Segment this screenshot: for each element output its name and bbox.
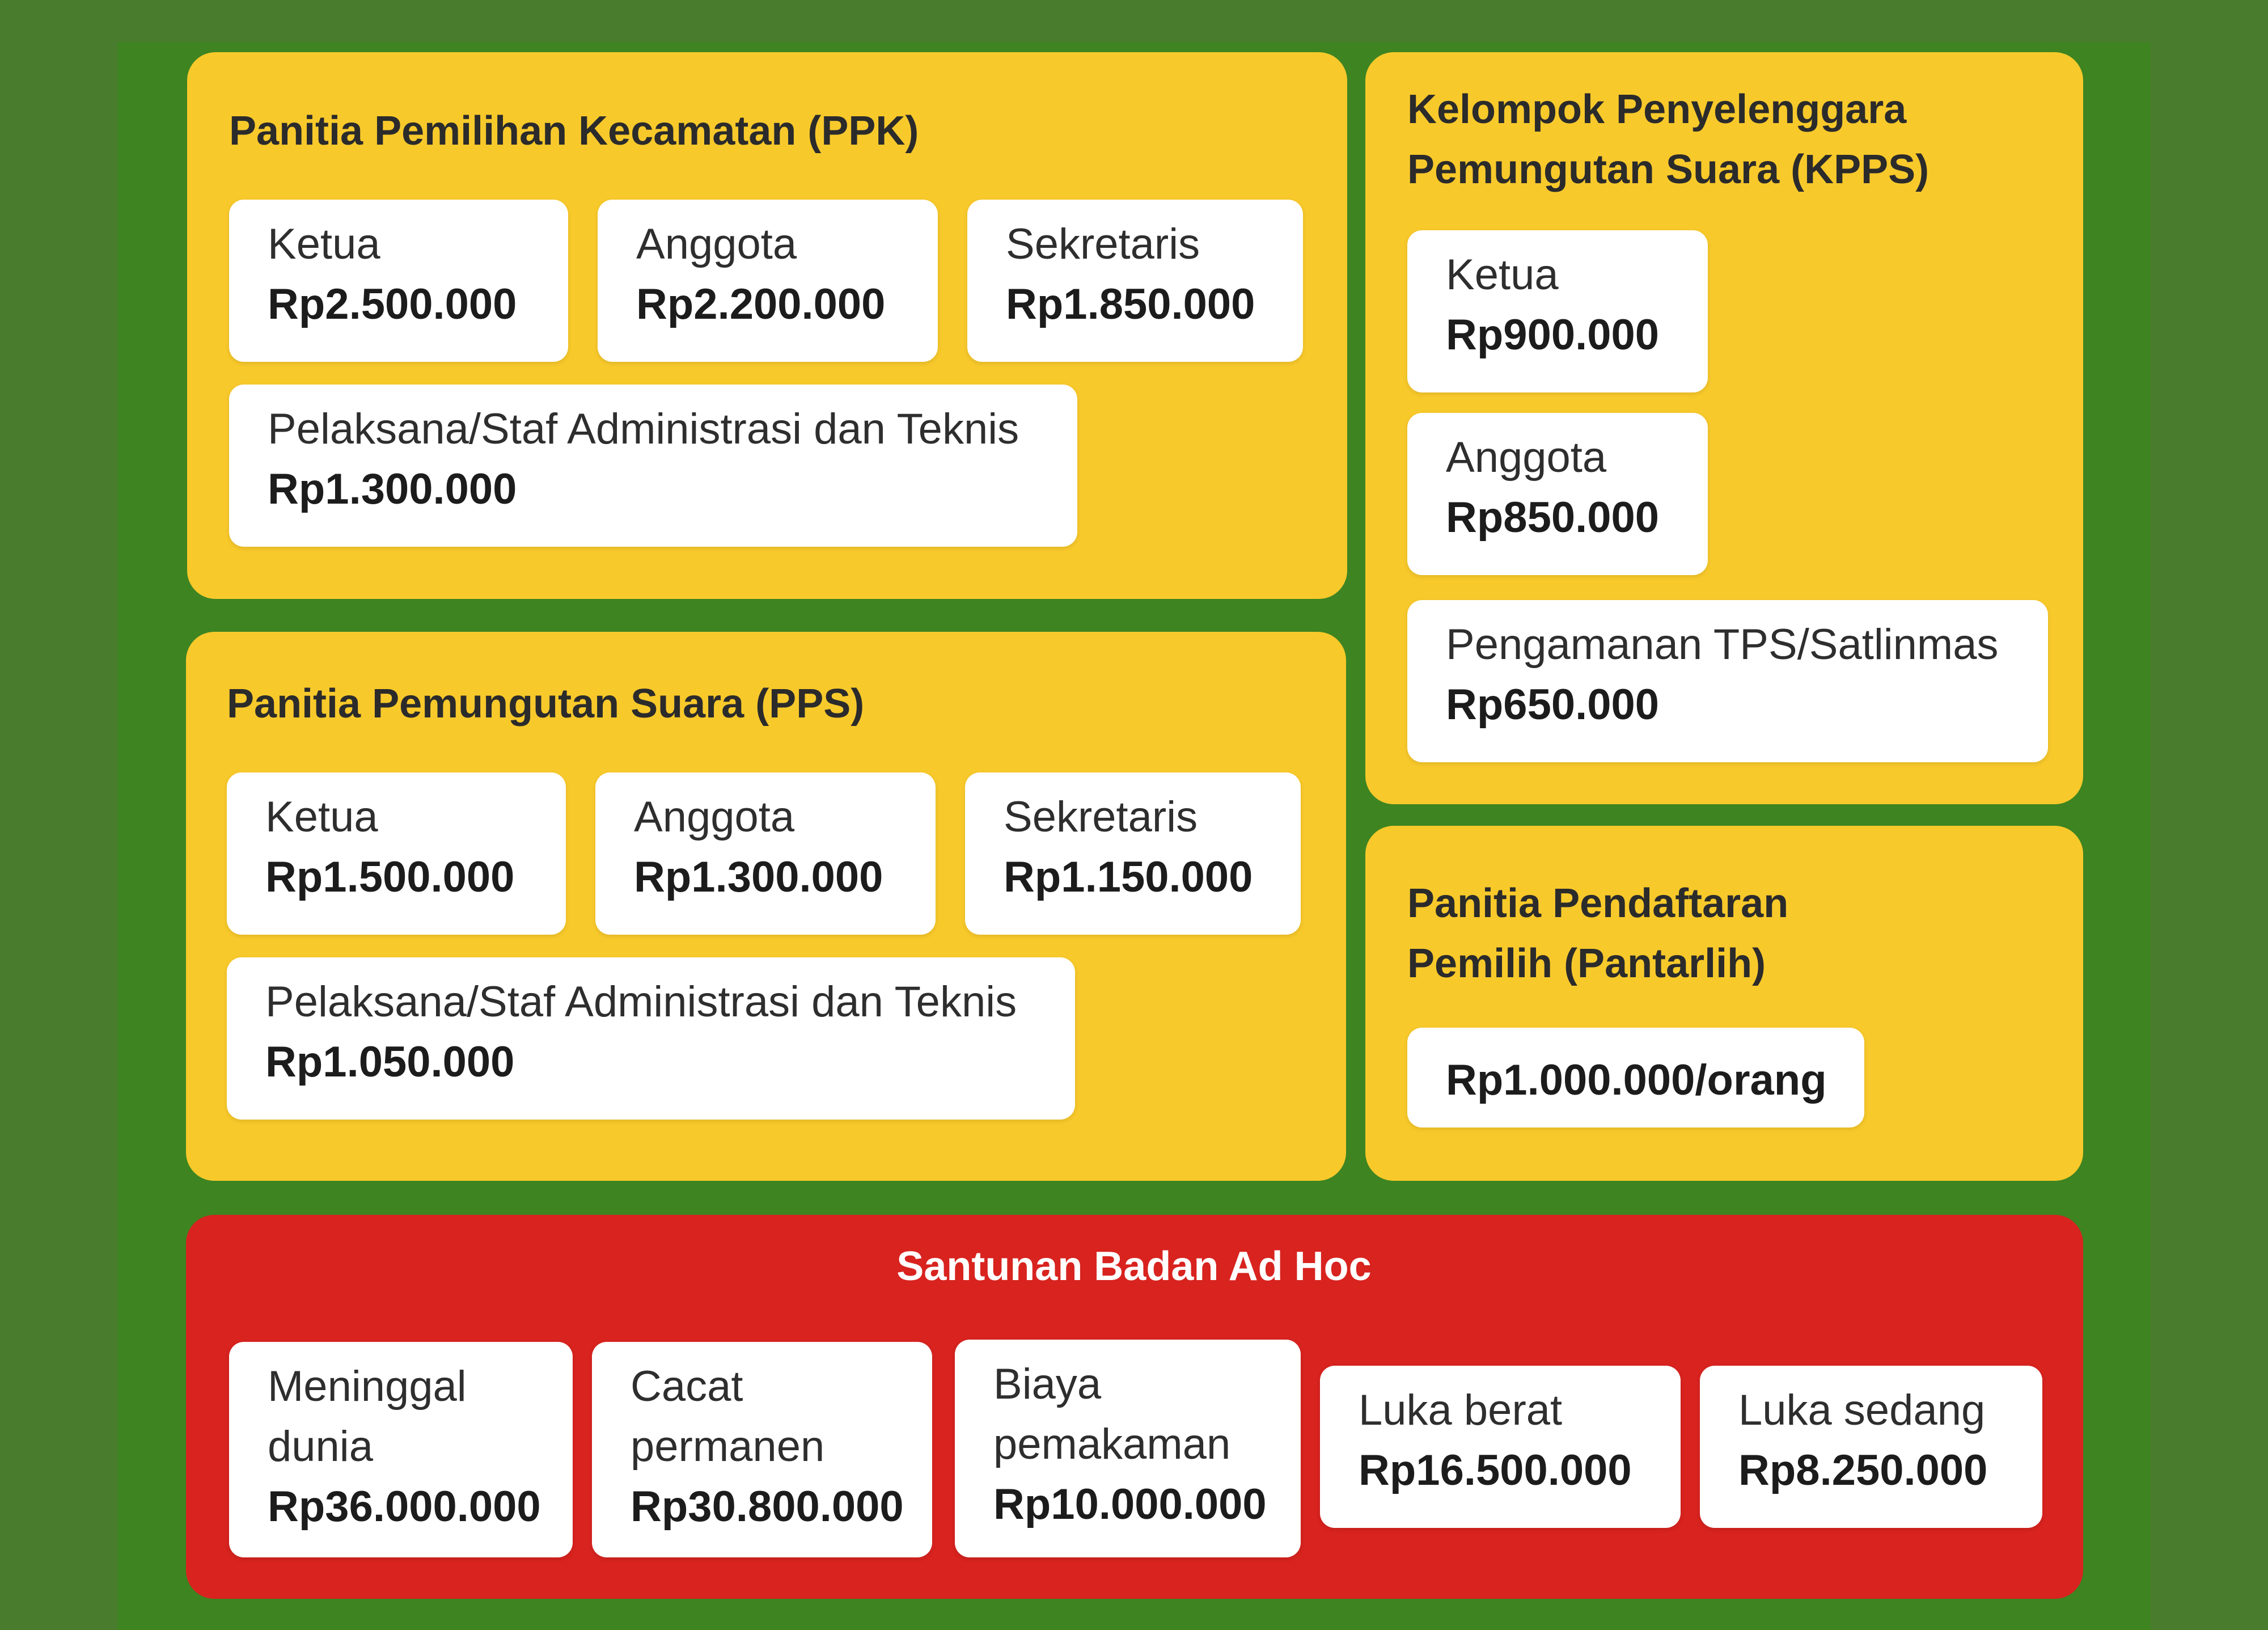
pps-anggota-label: Anggota [634, 793, 795, 841]
kpps-ketua-label: Ketua [1446, 251, 1559, 299]
ppk-title: Panitia Pemilihan Kecamatan (PPK) [229, 108, 919, 154]
pantarlih-value-card [1407, 1028, 1864, 1128]
pps-sekretaris-label: Sekretaris [1004, 793, 1198, 841]
santunan-cacat-card [592, 1342, 932, 1557]
pps-staf-card [227, 957, 1075, 1120]
santunan-meninggal-label-line1: Meninggal [268, 1362, 467, 1411]
ppk-anggota-card [598, 200, 938, 362]
pps-ketua-value: Rp1.500.000 [265, 853, 515, 901]
ppk-staf-value: Rp1.300.000 [268, 465, 517, 513]
ppk-sekretaris-label: Sekretaris [1006, 220, 1200, 268]
pps-ketua-label: Ketua [265, 793, 378, 841]
pantarlih-value: Rp1.000.000/orang [1446, 1056, 1827, 1104]
kpps-anggota-label: Anggota [1446, 433, 1607, 482]
santunan-cacat-label-line1: Cacat [631, 1362, 743, 1411]
pantarlih-title-line1: Panitia Pendaftaran [1407, 881, 1789, 926]
ppk-anggota-value: Rp2.200.000 [636, 280, 886, 328]
santunan-cacat-label-line2: permanen [631, 1422, 825, 1471]
kpps-title-line1: Kelompok Penyelenggara [1407, 87, 1907, 132]
ppk-sekretaris-value: Rp1.850.000 [1006, 280, 1255, 328]
kpps-satlinmas-card [1407, 600, 2048, 762]
pps-ketua-card [227, 772, 566, 935]
kpps-satlinmas-value: Rp650.000 [1446, 681, 1660, 729]
santunan-biaya-label-line1: Biaya [993, 1360, 1102, 1408]
ppk-ketua-card [229, 200, 568, 362]
santunan-luka-sedang-card [1700, 1366, 2042, 1528]
santunan-biaya-card [955, 1340, 1301, 1557]
pps-anggota-value: Rp1.300.000 [634, 853, 883, 901]
pps-staf-label: Pelaksana/Staf Administrasi dan Teknis [265, 978, 1017, 1026]
kpps-ketua-card [1407, 230, 1708, 392]
santunan-cacat-value: Rp30.800.000 [631, 1483, 904, 1531]
santunan-meninggal-label-line2: dunia [268, 1422, 373, 1471]
santunan-luka-sedang-label: Luka sedang [1738, 1386, 1986, 1434]
santunan-luka-berat-value: Rp16.500.000 [1359, 1446, 1632, 1494]
ppk-ketua-value: Rp2.500.000 [268, 280, 517, 328]
santunan-meninggal-card [229, 1342, 573, 1557]
ppk-staf-label: Pelaksana/Staf Administrasi dan Teknis [268, 405, 1019, 453]
pps-title: Panitia Pemungutan Suara (PPS) [227, 681, 865, 727]
santunan-title: Santunan Badan Ad Hoc [896, 1244, 1372, 1289]
kpps-anggota-card [1407, 413, 1708, 575]
santunan-meninggal-value: Rp36.000.000 [268, 1483, 541, 1531]
pps-anggota-card [595, 772, 936, 935]
ppk-anggota-label: Anggota [636, 220, 797, 268]
kpps-satlinmas-label: Pengamanan TPS/Satlinmas [1446, 620, 1999, 669]
pantarlih-title-line2: Pemilih (Pantarlih) [1407, 941, 1766, 986]
pps-staf-value: Rp1.050.000 [265, 1038, 515, 1086]
ppk-ketua-label: Ketua [268, 220, 380, 268]
santunan-biaya-label-line2: pemakaman [993, 1420, 1231, 1468]
kpps-ketua-value: Rp900.000 [1446, 311, 1660, 359]
santunan-luka-sedang-value: Rp8.250.000 [1738, 1446, 1988, 1494]
ppk-staf-card [229, 385, 1077, 547]
ppk-sekretaris-card [967, 200, 1303, 362]
pps-sekretaris-card [965, 772, 1301, 935]
kpps-title-line2: Pemungutan Suara (KPPS) [1407, 147, 1930, 192]
santunan-luka-berat-label: Luka berat [1359, 1386, 1563, 1434]
santunan-luka-berat-card [1320, 1366, 1681, 1528]
kpps-anggota-value: Rp850.000 [1446, 493, 1660, 542]
pps-sekretaris-value: Rp1.150.000 [1004, 853, 1253, 901]
santunan-biaya-value: Rp10.000.000 [993, 1480, 1267, 1528]
